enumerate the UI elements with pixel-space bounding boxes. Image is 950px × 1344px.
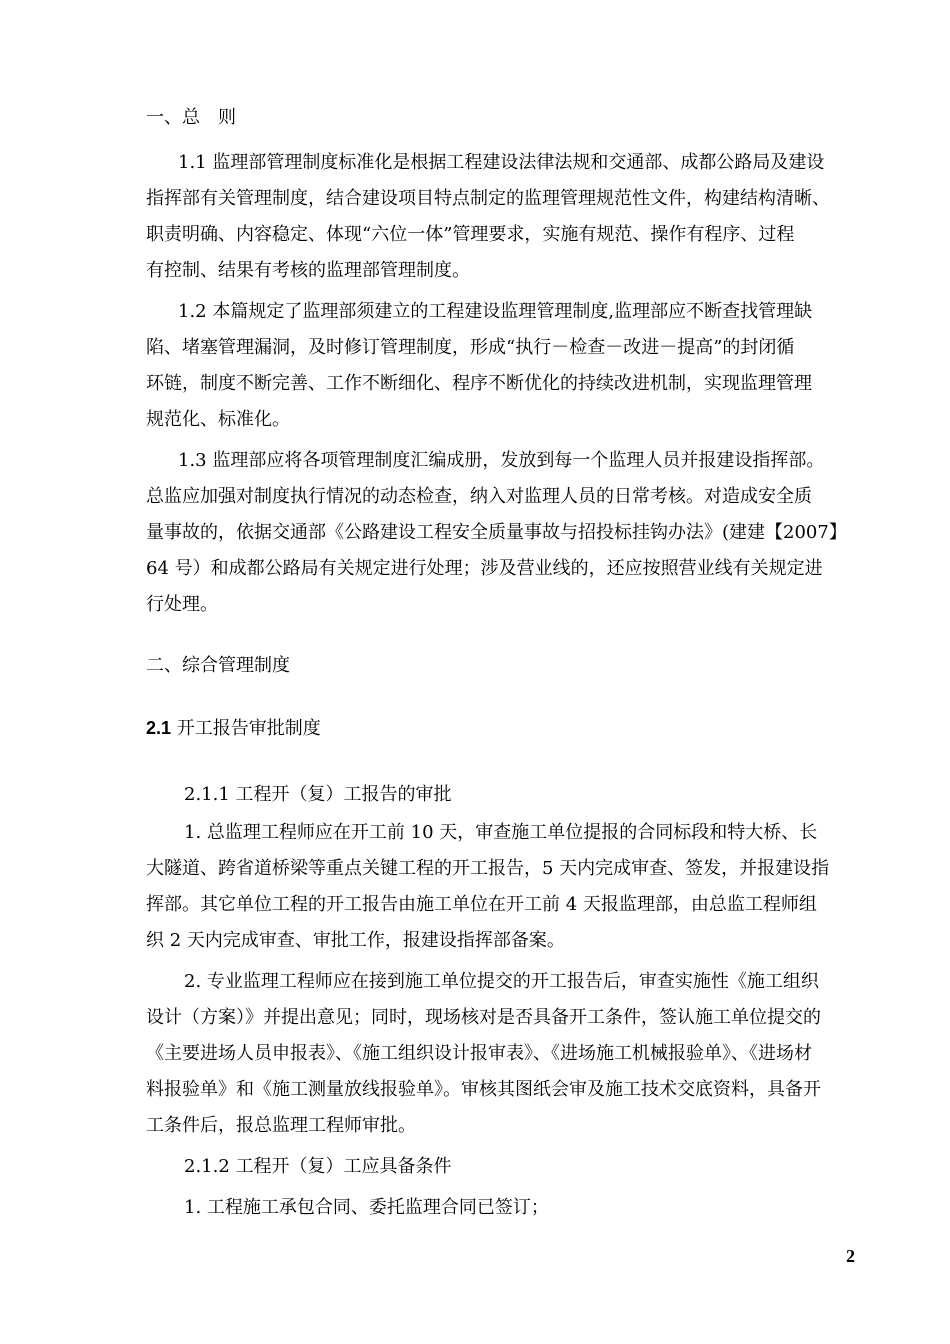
paragraph-line: 指挥部有关管理制度，结合建设项目特点制定的监理管理规范性文件，构建结构清晰、 [146,188,830,209]
section-2-title: 二、综合管理制度 [146,655,290,676]
paragraph-line: 1.1 监理部管理制度标准化是根据工程建设法律法规和交通部、成都公路局及建设 [178,152,825,173]
paragraph-line: 料报验单》和《施工测量放线报验单》。审核其图纸会审及施工技术交底资料，具备开 [146,1079,821,1100]
section-1-title: 一、总 则 [146,107,236,128]
subsection-number: 2.1 [146,718,172,738]
paragraph-line: 总监应加强对制度执行情况的动态检查，纳入对监理人员的日常考核。对造成安全质 [146,486,812,507]
paragraph-line: 职责明确、内容稳定、体现“六位一体”管理要求，实施有规范、操作有程序、过程 [146,224,795,245]
paragraph-line: 挥部。其它单位工程的开工报告由施工单位在开工前 4 天报监理部，由总监工程师组 [146,894,817,915]
subsection-2-1-title [146,716,321,741]
paragraph-line: 织 2 天内完成审查、审批工作，报建设指挥部备案。 [146,930,565,951]
paragraph-line: 工条件后，报总监理工程师审批。 [146,1115,416,1136]
clause-2-1-2-title: 2.1.2 工程开（复）工应具备条件 [184,1156,452,1177]
paragraph-line: 64 号）和成都公路局有关规定进行处理；涉及营业线的，还应按照营业线有关规定进 [146,558,823,579]
paragraph-line: 行处理。 [146,594,218,615]
clause-2-1-1-title: 2.1.1 工程开（复）工报告的审批 [184,784,452,805]
paragraph-line: 《主要进场人员申报表》、《施工组织设计报审表》、《进场施工机械报验单》、《进场材 [146,1043,812,1064]
page-number: 2 [846,1246,855,1266]
paragraph-line: 设计（方案）》并提出意见；同时，现场核对是否具备开工条件，签认施工单位提交的 [146,1007,821,1028]
paragraph-line: 有控制、结果有考核的监理部管理制度。 [146,260,470,281]
paragraph-line: 环链，制度不断完善、工作不断细化、程序不断优化的持续改进机制，实现监理管理 [146,373,812,394]
paragraph-line: 1. 总监理工程师应在开工前 10 天，审查施工单位提报的合同标段和特大桥、长 [184,822,818,843]
paragraph-line: 2. 专业监理工程师应在接到施工单位提交的开工报告后，审查实施性《施工组织 [184,971,819,992]
paragraph-line: 大隧道、跨省道桥梁等重点关键工程的开工报告，5 天内完成审查、签发，并报建设指 [146,858,830,879]
paragraph-line: 1.2 本篇规定了监理部须建立的工程建设监理管理制度,监理部应不断查找管理缺 [178,301,813,322]
subsection-title-text: 开工报告审批制度 [171,718,321,739]
paragraph-line: 陷、堵塞管理漏洞，及时修订管理制度，形成“执行－检查－改进－提高”的封闭循 [146,337,795,358]
paragraph-line: 规范化、标准化。 [146,409,290,430]
paragraph-line: 1.3 监理部应将各项管理制度汇编成册，发放到每一个监理人员并报建设指挥部。 [178,450,825,471]
paragraph-2-1-2-item-1: 1. 工程施工承包合同、委托监理合同已签订； [184,1197,549,1218]
paragraph-line: 量事故的，依据交通部《公路建设工程安全质量事故与招投标挂钩办法》(建建【2007】 [146,522,847,543]
